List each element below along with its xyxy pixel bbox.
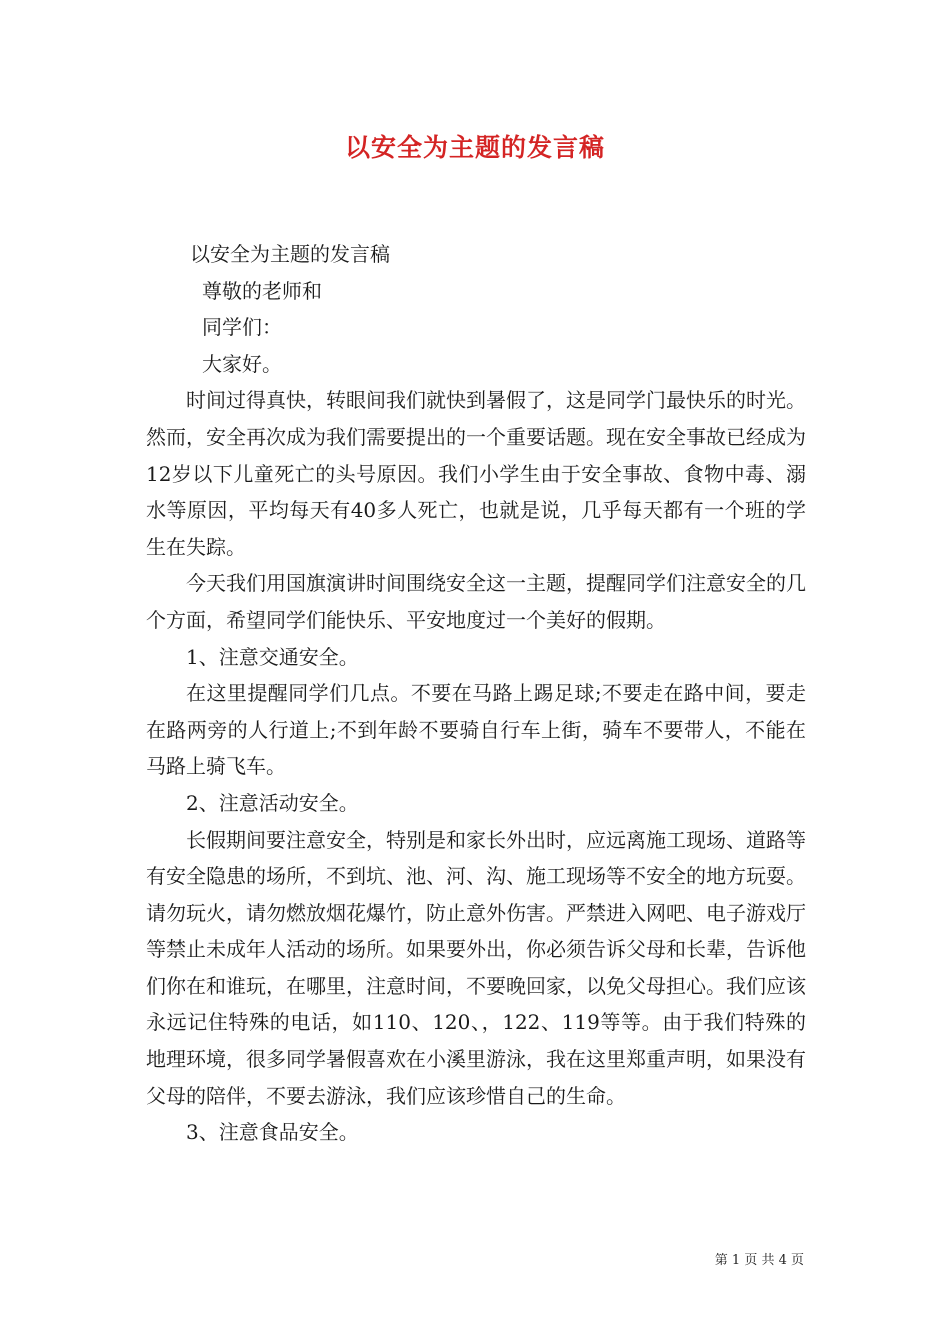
document-title: 以安全为主题的发言稿 — [344, 133, 605, 162]
paragraph-purpose: 今天我们用国旗演讲时间围绕安全这一主题，提醒同学们注意安全的几个方面，希望同学们能快乐、平安地度过一个美好的假期。 — [146, 571, 806, 632]
salutation-line-1: 尊敬的老师和 — [202, 278, 322, 303]
section-heading-food: 3、注意食品安全。 — [186, 1120, 359, 1145]
body-heading: 以安全为主题的发言稿 — [190, 242, 390, 266]
document-body — [146, 236, 806, 1151]
paragraph-traffic: 在这里提醒同学们几点。不要在马路上踢足球;不要走在路中间，要走在路两旁的人行道上;不到年龄不要骑自行车上街，骑车不要带人，不能在马路上骑飞车。 — [146, 681, 806, 779]
section-heading-traffic: 1、注意交通安全。 — [186, 644, 359, 669]
greeting: 大家好。 — [202, 351, 282, 376]
salutation-line-2: 同学们： — [202, 315, 282, 340]
paragraph-intro: 时间过得真快，转眼间我们就快到暑假了，这是同学门最快乐的时光。然而，安全再次成为我们需要提出的一个重要话题。现在安全事故已经成为12岁以下儿童死亡的头号原因。我们小学生由于安全事故、食物中毒、溺水等原因，平均每天有40多人死亡，也就是说，几乎每天都有一个班的学生在失踪。 — [146, 388, 806, 559]
page-footer: 第 1 页 共 4 页 — [714, 1253, 804, 1268]
section-heading-activity: 2、注意活动安全。 — [186, 790, 359, 815]
paragraph-activity: 长假期间要注意安全，特别是和家长外出时，应远离施工现场、道路等有安全隐患的场所，不到坑、池、河、沟、施工现场等不安全的地方玩耍。请勿玩火，请勿燃放烟花爆竹，防止意外伤害。严禁进入网吧、电子游戏厅等禁止未成年人活动的场所。如果要外出，你必须告诉父母和长辈，告诉他们你在和谁玩，在哪里，注意时间，不要晚回家，以免父母担心。我们应该永远记住特殊的电话，如110、120、，122、119等等。由于我们特殊的地理环境，很多同学暑假喜欢在小溪里游泳，我在这里郑重声明，如果没有父母的陪伴，不要去游泳，我们应该珍惜自己的生命。 — [146, 827, 806, 1108]
